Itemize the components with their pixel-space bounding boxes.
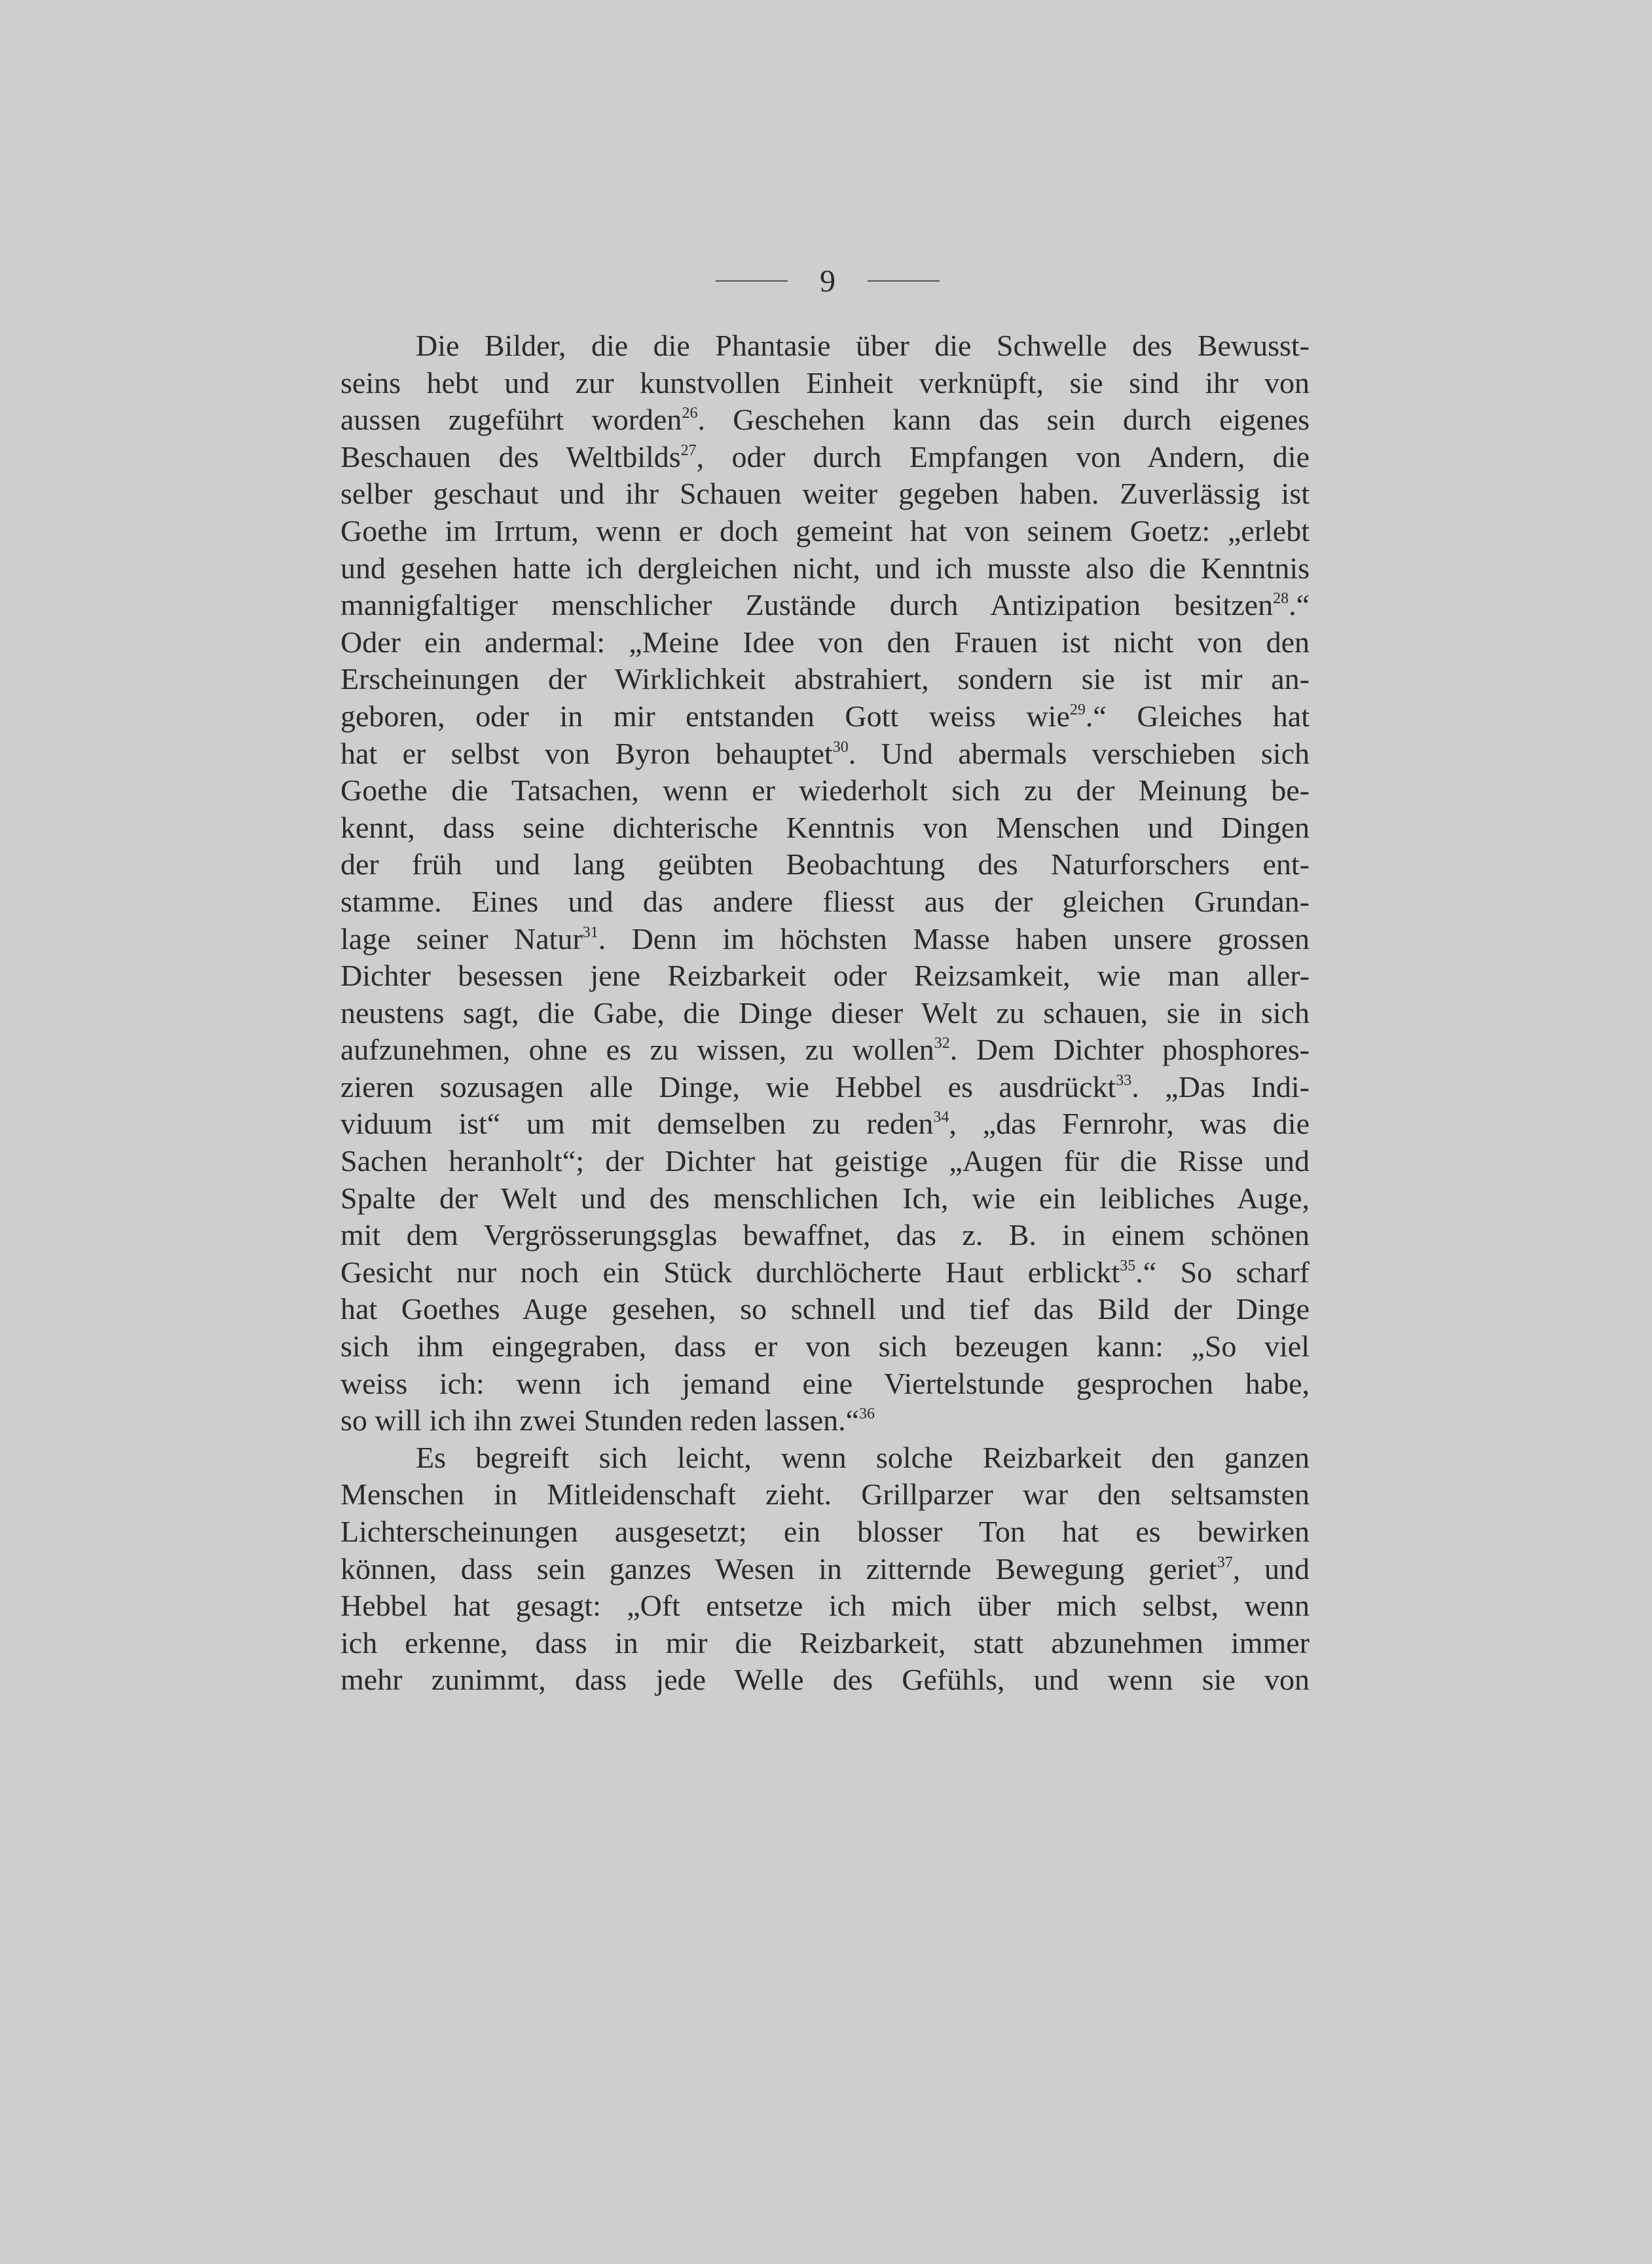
text-line — [340, 883, 1310, 921]
line-text: weiss ich: wenn ich jemand eine Viertelstunde gesprochen habe, — [340, 1366, 1310, 1400]
footnote-marker: 31 — [582, 923, 598, 941]
line-text: Goethe im Irrtum, wenn er doch gemeint hat von seinem Goetz: „erlebt — [340, 513, 1310, 547]
line-text: hat Goethes Auge gesehen, so schnell und tief das Bild der Dinge — [340, 1292, 1310, 1326]
line-text: aufzunehmen, ohne es zu wissen, zu wollen — [340, 1033, 934, 1067]
line-text: Die Bilder, die die Phantasie über die Schwelle des Bewusst- — [416, 329, 1310, 362]
line-text-tail: .“ So scharf — [1135, 1255, 1310, 1289]
text-line — [340, 439, 1310, 476]
line-text: Oder ein andermal: „Meine Idee von den Frauen ist nicht von den — [340, 625, 1310, 659]
text-line — [340, 1365, 1310, 1403]
line-text-tail: . Und abermals verschieben sich — [848, 736, 1310, 770]
text-line — [340, 624, 1310, 661]
line-text: Goethe die Tatsachen, wenn er wiederholt sich zu der Meinung be- — [340, 773, 1310, 807]
text-line — [340, 846, 1310, 883]
line-text-tail: , oder durch Empfangen von Andern, die — [696, 439, 1310, 473]
footnote-marker: 36 — [859, 1405, 875, 1423]
text-line — [340, 957, 1310, 995]
line-text: Lichterscheinungen ausgesetzt; ein blosser Ton hat es bewirken — [340, 1515, 1310, 1548]
line-text: so will ich ihn zwei Stunden reden lassen.“ — [340, 1403, 860, 1438]
footnote-marker: 29 — [1069, 701, 1086, 718]
text-line — [340, 1217, 1310, 1254]
text-line — [340, 772, 1310, 809]
text-line — [340, 513, 1310, 550]
line-text: Erscheinungen der Wirklichkeit abstrahiert, sondern sie ist mir an- — [340, 662, 1310, 696]
footnote-marker: 28 — [1273, 590, 1289, 608]
page-number: 9 — [820, 264, 835, 299]
line-text: seins hebt und zur kunstvollen Einheit verknüpft, sie sind ihr von — [340, 365, 1310, 399]
line-text-tail: . Denn im höchsten Masse haben unsere grossen — [598, 921, 1310, 956]
line-text: lage seiner Natur — [340, 921, 583, 956]
line-text: Menschen in Mitleidenschaft zieht. Grillparzer war den seltsamsten — [340, 1477, 1310, 1512]
text-line — [340, 401, 1310, 439]
line-text: hat er selbst von Byron behauptet — [340, 736, 833, 770]
text-line — [340, 1551, 1310, 1588]
line-text-tail: . „Das Indi- — [1131, 1069, 1310, 1104]
line-text: viduum ist“ um mit demselben zu reden — [340, 1107, 934, 1141]
text-line — [340, 1180, 1310, 1217]
text-line — [340, 1031, 1310, 1069]
text-line — [340, 327, 1310, 365]
footnote-marker: 30 — [832, 738, 849, 756]
header-rule-right — [868, 280, 940, 282]
text-line — [340, 995, 1310, 1032]
line-text-tail: .“ — [1289, 588, 1310, 622]
line-text-tail: .“ Gleiches hat — [1085, 699, 1310, 733]
footnote-marker: 34 — [933, 1109, 949, 1126]
text-line — [340, 698, 1310, 735]
footnote-marker: 32 — [934, 1035, 950, 1052]
line-text: können, dass sein ganzes Wesen in zitternde Bewegung geriet — [340, 1551, 1217, 1586]
footnote-marker: 37 — [1217, 1553, 1233, 1571]
text-line — [340, 1069, 1310, 1106]
line-text: ich erkenne, dass in mir die Reizbarkeit, statt abzunehmen immer — [340, 1625, 1310, 1660]
line-text: zieren sozusagen alle Dinge, wie Hebbel es ausdrückt — [340, 1069, 1116, 1104]
text-line — [340, 809, 1310, 847]
line-text: Dichter besessen jene Reizbarkeit oder Reizsamkeit, wie man aller- — [340, 959, 1310, 993]
text-line — [340, 1143, 1310, 1180]
line-text-tail: . Dem Dichter phosphores- — [949, 1033, 1310, 1067]
text-line — [340, 735, 1310, 773]
line-text: aussen zugeführt worden — [340, 403, 682, 437]
footnote-marker: 35 — [1120, 1257, 1136, 1274]
footnote-marker: 26 — [682, 405, 698, 422]
line-text: neustens sagt, die Gabe, die Dinge dieser Welt zu schauen, sie in sich — [340, 995, 1310, 1030]
text-line — [340, 1328, 1310, 1365]
line-text: mannigfaltiger menschlicher Zustände durch Antizipation besitzen — [340, 588, 1274, 622]
page-header — [0, 262, 1652, 308]
line-text-tail: , „das Fernrohr, was die — [949, 1107, 1310, 1141]
line-text: selber geschaut und ihr Schauen weiter gegeben haben. Zuverlässig ist — [340, 477, 1310, 511]
text-line — [340, 1254, 1310, 1291]
text-line — [340, 1587, 1310, 1625]
line-text: Sachen heranholt“; der Dichter hat geistige „Augen für die Risse und — [340, 1144, 1310, 1178]
line-text: kennt, dass seine dichterische Kenntnis von Menschen und Dingen — [340, 810, 1310, 844]
text-line — [340, 921, 1310, 958]
text-line — [340, 1661, 1310, 1699]
line-text: Beschauen des Weltbilds — [340, 439, 681, 473]
line-text: stamme. Eines und das andere fliesst aus der gleichen Grundan- — [340, 884, 1310, 918]
line-text: Es begreift sich leicht, wenn solche Reizbarkeit den ganzen — [416, 1440, 1310, 1474]
line-text-tail: , und — [1232, 1551, 1310, 1586]
text-line — [340, 1625, 1310, 1662]
line-text: Spalte der Welt und des menschlichen Ich, wie ein leibliches Auge, — [340, 1181, 1310, 1215]
text-line — [340, 1513, 1310, 1551]
footnote-marker: 27 — [680, 441, 697, 459]
text-line — [340, 1439, 1310, 1477]
line-text: sich ihm eingegraben, dass er von sich bezeugen kann: „So viel — [340, 1329, 1310, 1364]
text-line — [340, 1476, 1310, 1513]
line-text: Gesicht nur noch ein Stück durchlöcherte Haut erblickt — [340, 1255, 1120, 1289]
line-text: geboren, oder in mir entstanden Gott weiss wie — [340, 699, 1070, 733]
text-line — [340, 1291, 1310, 1328]
body-text — [340, 327, 1310, 1699]
text-line — [340, 661, 1310, 698]
text-line — [340, 365, 1310, 402]
line-text: der früh und lang geübten Beobachtung des Naturforschers ent- — [340, 847, 1310, 881]
text-line — [340, 1402, 1310, 1439]
line-text: mit dem Vergrösserungsglas bewaffnet, das z. B. in einem schönen — [340, 1218, 1310, 1252]
text-line — [340, 475, 1310, 513]
line-text: und gesehen hatte ich dergleichen nicht, und ich musste also die Kenntnis — [340, 551, 1310, 585]
line-text-tail: . Geschehen kann das sein durch eigenes — [697, 403, 1310, 437]
footnote-marker: 33 — [1116, 1071, 1132, 1089]
line-text: mehr zunimmt, dass jede Welle des Gefühls, und wenn sie von — [340, 1663, 1310, 1697]
line-text: Hebbel hat gesagt: „Oft entsetze ich mich über mich selbst, wenn — [340, 1589, 1310, 1623]
text-line — [340, 587, 1310, 624]
text-line — [340, 550, 1310, 587]
header-rule-left — [716, 280, 788, 282]
text-line — [340, 1105, 1310, 1143]
